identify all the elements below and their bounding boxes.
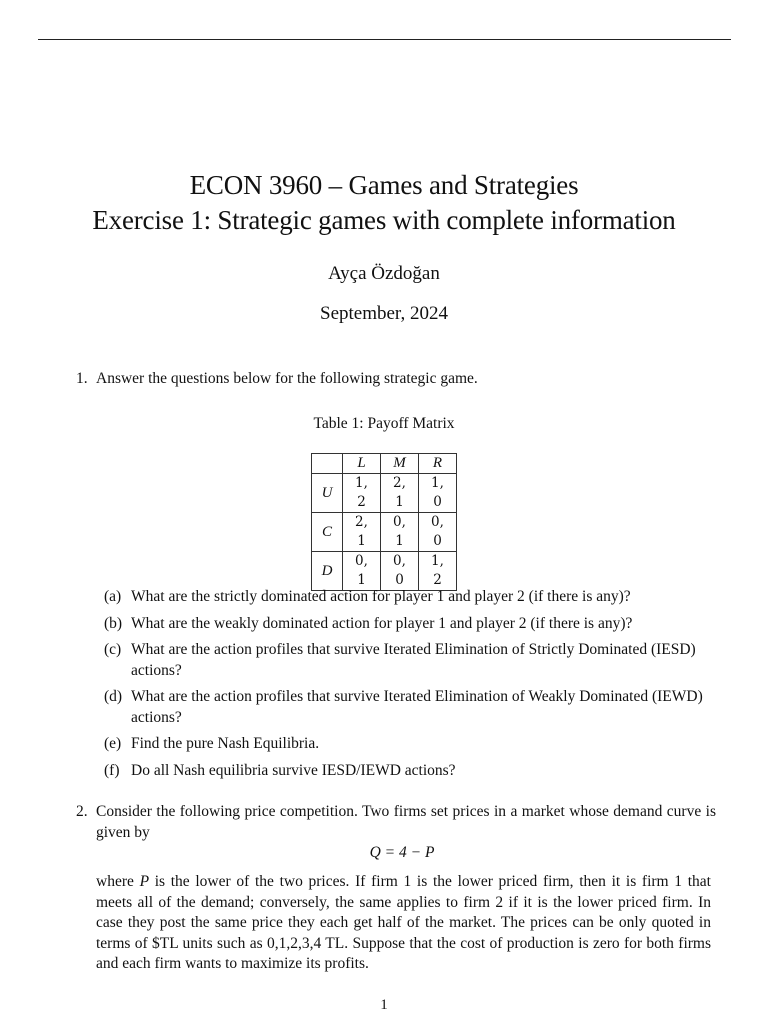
header-rule <box>38 39 731 40</box>
payoff-cell: 2, 1 <box>343 513 381 552</box>
question-1 <box>76 369 716 390</box>
table-row <box>312 513 457 552</box>
payoff-cell: 1, 2 <box>419 552 457 591</box>
question-2-paragraph <box>96 872 711 975</box>
table-corner-cell <box>312 454 343 474</box>
payoff-cell: 1, 2 <box>343 474 381 513</box>
question-number: 2. <box>76 803 88 820</box>
question-1-parts <box>104 587 716 787</box>
column-header: L <box>343 454 381 474</box>
payoff-cell: 0, 0 <box>419 513 457 552</box>
part-text: What are the weakly dominated action for player 1 and player 2 (if there is any)? <box>131 614 633 632</box>
table-row <box>312 552 457 591</box>
part-label: (a) <box>104 588 122 605</box>
part-label: (e) <box>104 735 122 752</box>
paragraph-text-rest: is the lower of the two prices. If firm 1 is the lower priced firm, then it is firm 1 that meets all of the demand; conversely, the same applies to firm 2 if it is the lower priced firm. In case they post the same price they each get half of the market. The prices can be only quoted in terms of $TL units such as 0,1,2,3,4 TL. Suppose that the cost of production is zero for both firms and each firm wants to maximize its profits. <box>96 873 711 972</box>
question-part <box>104 614 716 635</box>
table-row <box>312 474 457 513</box>
question-part <box>104 761 716 782</box>
question-part <box>104 640 716 681</box>
part-label: (c) <box>104 641 122 658</box>
payoff-matrix-table <box>311 453 457 591</box>
table-caption: Table 1: Payoff Matrix <box>313 415 455 432</box>
question-text: Answer the questions below for the following strategic game. <box>96 370 478 387</box>
part-text: What are the strictly dominated action for player 1 and player 2 (if there is any)? <box>131 588 631 605</box>
row-header: D <box>312 552 343 591</box>
question-part <box>104 687 716 728</box>
part-text: Do all Nash equilibria survive IESD/IEWD actions? <box>131 761 456 779</box>
table-header-row <box>312 454 457 474</box>
question-2 <box>76 802 716 843</box>
part-label: (d) <box>104 688 123 705</box>
exercise-title: Exercise 1: Strategic games with complete information <box>92 205 676 235</box>
payoff-cell: 0, 0 <box>381 552 419 591</box>
column-header: M <box>381 454 419 474</box>
question-number: 1. <box>76 370 88 387</box>
payoff-cell: 1, 0 <box>419 474 457 513</box>
part-label: (f) <box>104 761 120 779</box>
payoff-cell: 2, 1 <box>381 474 419 513</box>
row-header: U <box>312 474 343 513</box>
payoff-cell: 0, 1 <box>381 513 419 552</box>
question-part <box>104 734 716 755</box>
part-text: What are the action profiles that survive Iterated Elimination of Weakly Dominated (IEWD) actions? <box>131 688 703 726</box>
column-header: R <box>419 454 457 474</box>
row-header: C <box>312 513 343 552</box>
page-number: 1 <box>380 997 388 1013</box>
question-part <box>104 587 716 608</box>
question-text: Consider the following price competition. Two firms set prices in a market whose demand curve is given by <box>96 803 716 841</box>
part-text: What are the action profiles that survive Iterated Elimination of Strictly Dominated (IESD) actions? <box>131 641 696 679</box>
course-title: ECON 3960 – Games and Strategies <box>189 170 579 200</box>
part-text: Find the pure Nash Equilibria. <box>131 735 320 752</box>
author-name: Ayça Özdoğan <box>328 263 440 284</box>
price-variable: P <box>139 873 150 890</box>
document-title <box>0 168 768 238</box>
payoff-cell: 0, 1 <box>343 552 381 591</box>
paragraph-text-start: where <box>96 873 140 890</box>
part-label: (b) <box>104 614 123 632</box>
document-date: September, 2024 <box>320 303 448 324</box>
demand-equation: Q = 4 − P <box>369 844 435 861</box>
